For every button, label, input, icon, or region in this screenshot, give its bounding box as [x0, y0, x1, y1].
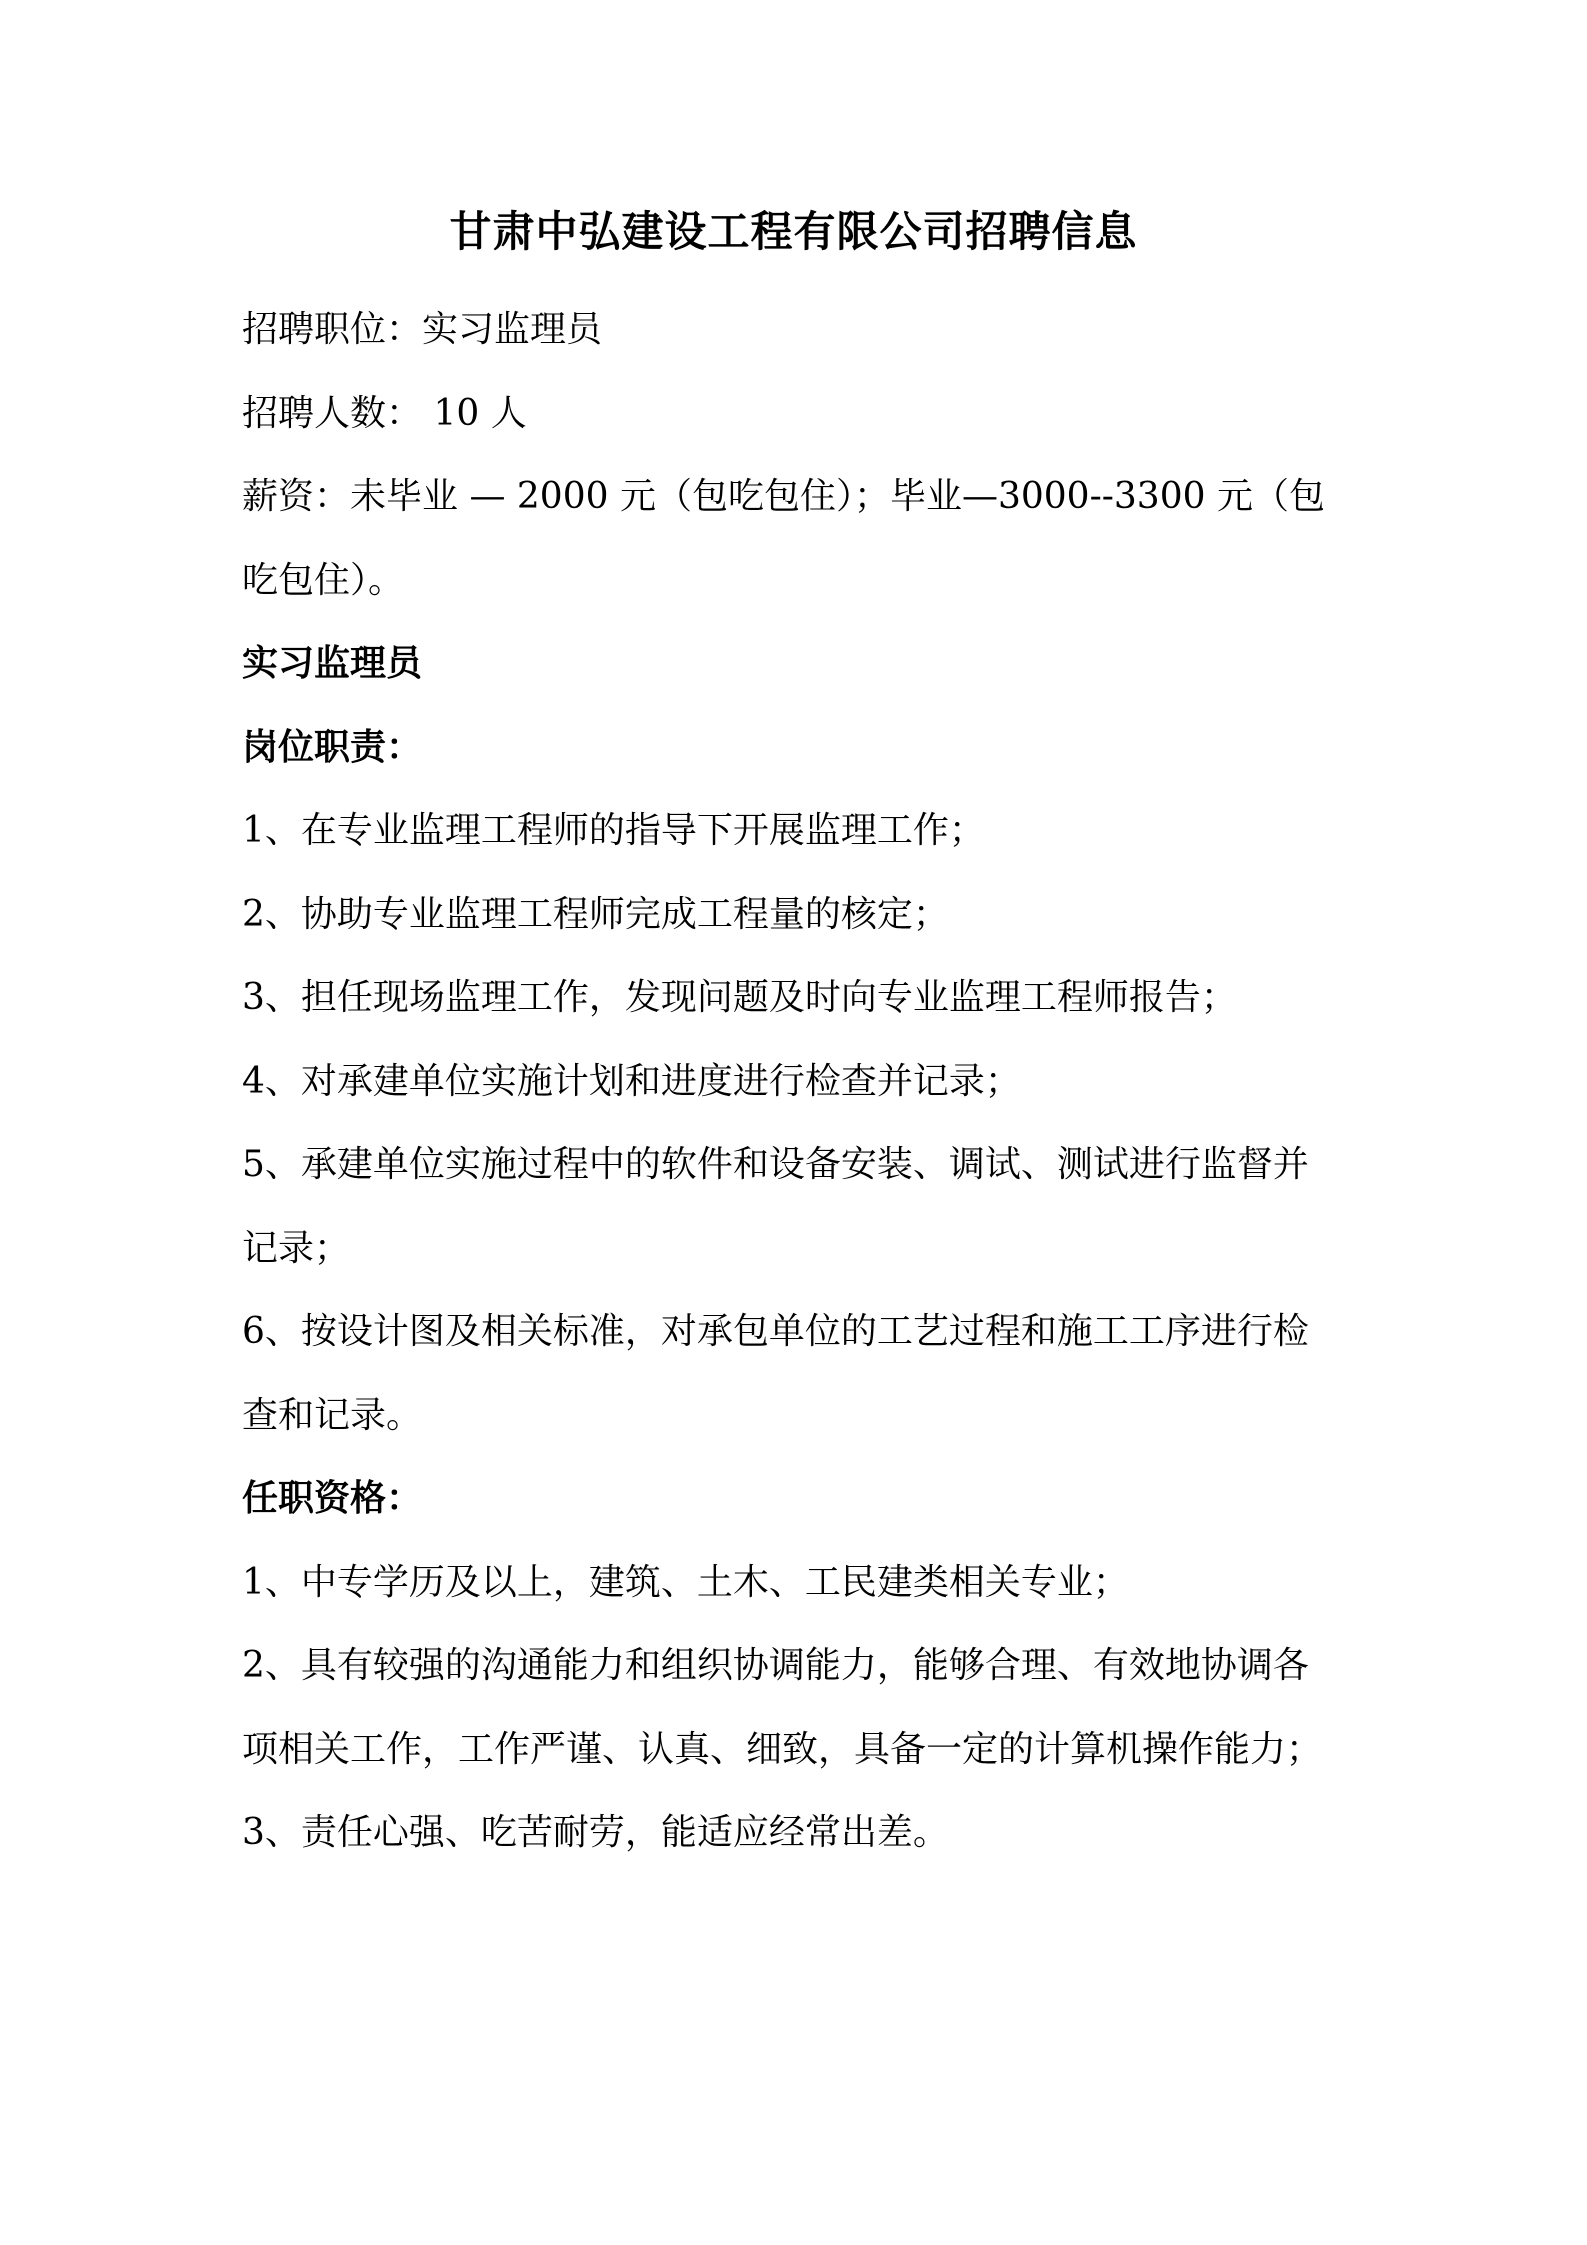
qualification-item: 1、中专学历及以上，建筑、土木、工民建类相关专业；: [242, 1561, 1129, 1603]
duty-item: 6、按设计图及相关标准，对承包单位的工艺过程和施工工序进行检: [242, 1311, 1309, 1352]
qualification-item-continued: 项相关工作，工作严谨、认真、细致，具备一定的计算机操作能力；: [242, 1728, 1323, 1770]
duty-item: 1、在专业监理工程师的指导下开展监理工作；: [242, 810, 985, 851]
qualification-item: 2、具有较强的沟通能力和组织协调能力，能够合理、有效地协调各: [242, 1645, 1309, 1686]
headcount-line: 招聘人数： 10 人: [242, 392, 527, 434]
duty-item-continued: 记录；: [242, 1227, 351, 1269]
salary-line-continued: 吃包住）。: [242, 559, 405, 601]
qualifications-heading: 任职资格：: [242, 1477, 423, 1519]
document-body: [242, 288, 1362, 1875]
salary-line: 薪资：未毕业 — 2000 元（包吃包住）；毕业—3000--3300 元（包: [242, 476, 1325, 517]
duty-item: 3、担任现场监理工作，发现问题及时向专业监理工程师报告；: [242, 977, 1237, 1018]
document-title: 甘肃中弘建设工程有限公司招聘信息: [449, 207, 1138, 256]
position-line: 招聘职位：实习监理员: [242, 309, 603, 350]
duty-item: 5、承建单位实施过程中的软件和设备安装、调试、测试进行监督并: [242, 1144, 1309, 1185]
duty-item-continued: 查和记录。: [242, 1394, 423, 1436]
qualification-item: 3、责任心强、吃苦耐劳，能适应经常出差。: [242, 1812, 949, 1853]
duty-item: 4、对承建单位实施计划和进度进行检查并记录；: [242, 1060, 1021, 1102]
duties-heading: 岗位职责：: [242, 725, 423, 768]
job-title-heading: 实习监理员: [242, 642, 423, 684]
duty-item: 2、协助专业监理工程师完成工程量的核定；: [242, 893, 949, 935]
